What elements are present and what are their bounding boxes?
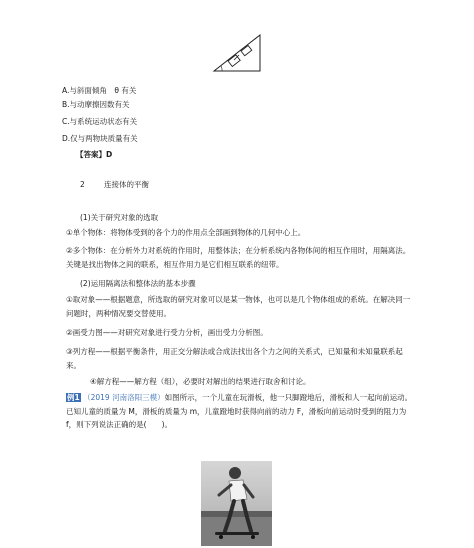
paragraph-step-select: ①取对象——根据题意，所选取的研究对象可以是某一物体，也可以是几个物体组成的系统。在解决同一问题时，两种情况要交替使用。 [66, 295, 411, 318]
paragraph-single-object: ①单个物体：将物体受到的各个力的作用点全部画到物体的几何中心上。 [66, 228, 306, 237]
option-a: A.与斜面倾角 θ 有关 [62, 86, 137, 95]
example-tag: 例1 [67, 393, 80, 402]
option-c: C.与系统运动状态有关 [62, 117, 138, 126]
example-source: （2019 河南洛阳三模） [83, 393, 165, 402]
paragraph-multiple-objects: ②多个物体：在分析外力对系统的作用时，用整体法；在分析系统内各物体间的相互作用时，用隔离法。关键是找出物体之间的联系，相互作用力是它们相互联系的纽带。 [66, 246, 411, 269]
subsection-heading: (2)运用隔离法和整体法的基本步骤 [80, 279, 196, 288]
example-text: 如图所示，一个儿童在玩滑板，他一只脚蹬地后，滑板和人一起向前运动。已知儿童的质量为 M，滑板的质量为 m，儿童蹬地时获得向前的动力 F，滑板向前运动时受到的阻力为 f，则下列说法正确的是( )。 [66, 393, 413, 429]
skateboard-photo [201, 461, 272, 546]
incline-figure [212, 33, 264, 75]
option-d: D.仅与两物块质量有关 [62, 134, 138, 143]
paragraph-step-equation: ③列方程——根据平衡条件，用正交分解法或合成法找出各个力之间的关系式，已知量和未知量联系起来。 [66, 347, 403, 370]
section-title: 连接体的平衡 [104, 180, 149, 189]
example-question [66, 391, 418, 432]
paragraph-step-diagram: ②画受力图——对研究对象进行受力分析，画出受力分析图。 [66, 328, 268, 337]
subsection-heading: (1)关于研究对象的选取 [80, 213, 159, 222]
section-number: 2 [80, 180, 85, 189]
answer: 【答案】D [76, 150, 113, 159]
paragraph-step-solve: ④解方程——解方程（组），必要时对解出的结果进行取舍和讨论。 [90, 377, 311, 386]
option-b: B.与动摩擦因数有关 [62, 100, 130, 109]
